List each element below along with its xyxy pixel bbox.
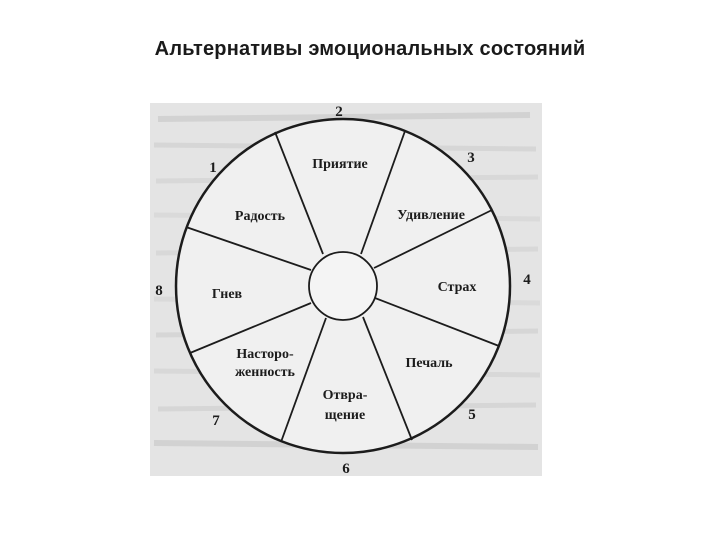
emotion-wheel-scan [150,103,542,476]
sector-number-5: 5 [468,407,476,423]
label-vigilance-line1: Насторо- [236,347,294,362]
label-disgust-line2: щение [324,408,366,423]
label-fear: Страх [437,280,477,295]
sector-number-7: 7 [212,413,220,429]
label-joy: Радость [234,209,286,224]
sector-number-1: 1 [209,160,217,176]
label-surprise: Удивление [397,208,465,223]
label-disgust-line1: Отвра- [322,388,368,403]
emotion-wheel-diagram [150,103,542,476]
label-sadness: Печаль [405,356,453,371]
sector-number-8: 8 [155,283,163,299]
label-anger: Гнев [211,287,243,302]
slide-title: Альтернативы эмоциональных состояний [154,38,586,60]
sector-number-4: 4 [523,272,531,288]
inner-hub-circle [309,252,377,320]
label-vigilance-line2: женность [235,365,295,380]
label-acceptance: Приятие [312,157,368,172]
sector-number-2: 2 [335,104,343,120]
sector-number-6: 6 [342,461,350,476]
sector-number-3: 3 [467,150,475,166]
